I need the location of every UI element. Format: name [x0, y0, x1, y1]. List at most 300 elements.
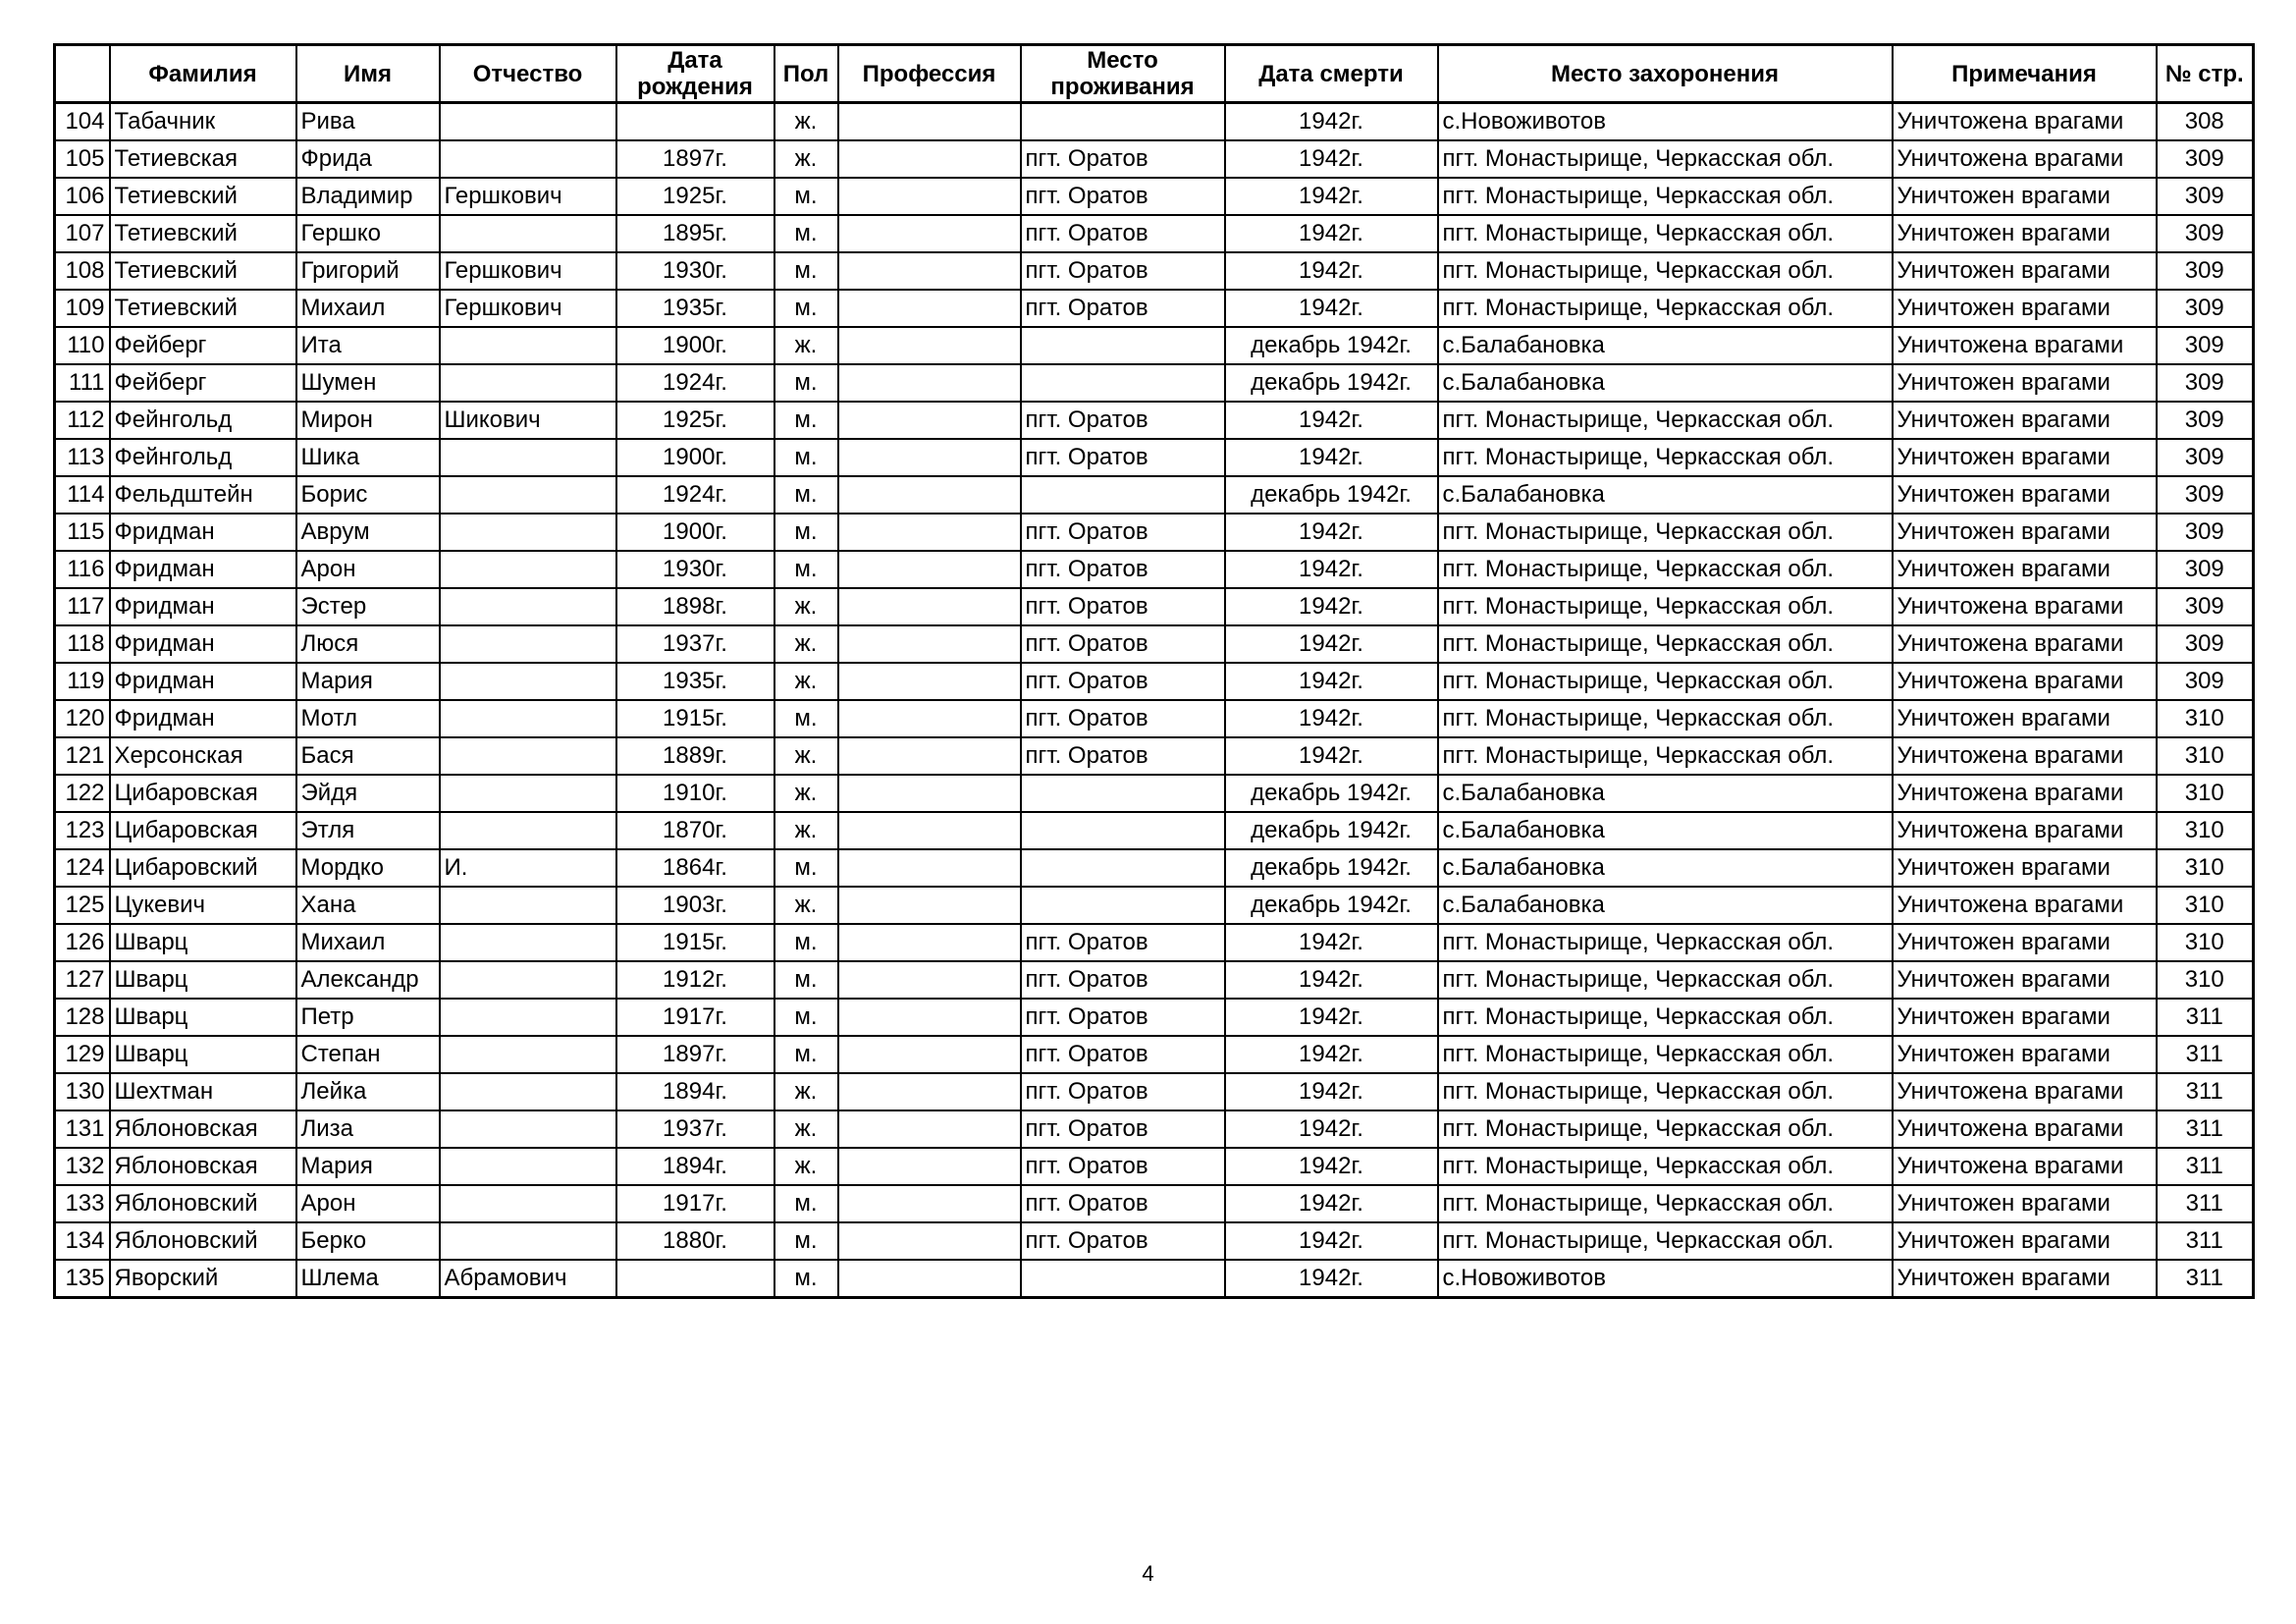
notes-cell: Уничтожена врагами	[1893, 140, 2157, 178]
name-cell: Мотл	[296, 700, 440, 737]
row-number: 122	[55, 775, 110, 812]
sex-cell: ж.	[774, 1110, 838, 1148]
death-date-cell: 1942г.	[1225, 439, 1438, 476]
residence-cell	[1021, 103, 1225, 141]
header-residence-label: Место проживания	[1050, 47, 1195, 100]
table-row	[55, 290, 2254, 327]
burial-place-cell: с.Балабановка	[1438, 812, 1893, 849]
profession-cell	[838, 588, 1021, 625]
burial-place-cell: пгт. Монастырище, Черкасская обл.	[1438, 625, 1893, 663]
residence-cell: пгт. Оратов	[1021, 178, 1225, 215]
surname-cell: Яблоновская	[110, 1110, 296, 1148]
death-date-cell: 1942г.	[1225, 178, 1438, 215]
table-row	[55, 364, 2254, 402]
page-cell: 309	[2157, 327, 2254, 364]
profession-cell	[838, 252, 1021, 290]
birth-date-cell: 1898г.	[616, 588, 774, 625]
notes-cell: Уничтожена врагами	[1893, 1110, 2157, 1148]
name-cell: Бася	[296, 737, 440, 775]
row-number: 107	[55, 215, 110, 252]
residence-cell: пгт. Оратов	[1021, 140, 1225, 178]
profession-cell	[838, 1185, 1021, 1222]
notes-cell: Уничтожена врагами	[1893, 737, 2157, 775]
birth-date-cell: 1935г.	[616, 663, 774, 700]
death-date-cell: 1942г.	[1225, 514, 1438, 551]
sex-cell: ж.	[774, 588, 838, 625]
death-date-cell: 1942г.	[1225, 1073, 1438, 1110]
surname-cell: Цукевич	[110, 887, 296, 924]
page-cell: 309	[2157, 178, 2254, 215]
row-number: 124	[55, 849, 110, 887]
residence-cell: пгт. Оратов	[1021, 439, 1225, 476]
page-cell: 311	[2157, 1260, 2254, 1298]
page-cell: 309	[2157, 551, 2254, 588]
table-row	[55, 924, 2254, 961]
notes-cell: Уничтожен врагами	[1893, 849, 2157, 887]
profession-cell	[838, 1073, 1021, 1110]
name-cell: Берко	[296, 1222, 440, 1260]
table-row	[55, 327, 2254, 364]
table-row	[55, 849, 2254, 887]
death-date-cell: 1942г.	[1225, 1222, 1438, 1260]
profession-cell	[838, 1222, 1021, 1260]
sex-cell: м.	[774, 849, 838, 887]
death-date-cell: 1942г.	[1225, 215, 1438, 252]
birth-date-cell: 1897г.	[616, 1036, 774, 1073]
sex-cell: м.	[774, 476, 838, 514]
burial-place-cell: пгт. Монастырище, Черкасская обл.	[1438, 700, 1893, 737]
notes-cell: Уничтожена врагами	[1893, 327, 2157, 364]
page-cell: 310	[2157, 700, 2254, 737]
residence-cell: пгт. Оратов	[1021, 551, 1225, 588]
name-cell: Шика	[296, 439, 440, 476]
name-cell: Ита	[296, 327, 440, 364]
residence-cell: пгт. Оратов	[1021, 1110, 1225, 1148]
residence-cell: пгт. Оратов	[1021, 402, 1225, 439]
sex-cell: м.	[774, 999, 838, 1036]
surname-cell: Цибаровская	[110, 812, 296, 849]
birth-date-cell: 1910г.	[616, 775, 774, 812]
row-number: 106	[55, 178, 110, 215]
birth-date-cell: 1864г.	[616, 849, 774, 887]
table-row	[55, 402, 2254, 439]
profession-cell	[838, 999, 1021, 1036]
sex-cell: ж.	[774, 663, 838, 700]
notes-cell: Уничтожен врагами	[1893, 1036, 2157, 1073]
name-cell: Борис	[296, 476, 440, 514]
profession-cell	[838, 215, 1021, 252]
surname-cell: Шварц	[110, 1036, 296, 1073]
patronymic-cell: Шикович	[440, 402, 616, 439]
residence-cell	[1021, 812, 1225, 849]
patronymic-cell	[440, 1148, 616, 1185]
table-row	[55, 775, 2254, 812]
birth-date-cell: 1925г.	[616, 402, 774, 439]
surname-cell: Тетиевская	[110, 140, 296, 178]
name-cell: Михаил	[296, 924, 440, 961]
sex-cell: м.	[774, 252, 838, 290]
row-number: 110	[55, 327, 110, 364]
patronymic-cell	[440, 140, 616, 178]
sex-cell: м.	[774, 178, 838, 215]
patronymic-cell	[440, 625, 616, 663]
surname-cell: Фельдштейн	[110, 476, 296, 514]
notes-cell: Уничтожен врагами	[1893, 402, 2157, 439]
header-profession: Профессия	[838, 45, 1021, 103]
surname-cell: Шварц	[110, 924, 296, 961]
surname-cell: Фридман	[110, 514, 296, 551]
death-date-cell: 1942г.	[1225, 737, 1438, 775]
profession-cell	[838, 700, 1021, 737]
sex-cell: ж.	[774, 625, 838, 663]
surname-cell: Фейнгольд	[110, 402, 296, 439]
birth-date-cell: 1900г.	[616, 439, 774, 476]
header-row	[55, 45, 2254, 103]
patronymic-cell	[440, 476, 616, 514]
sex-cell: м.	[774, 290, 838, 327]
row-number: 114	[55, 476, 110, 514]
row-number: 104	[55, 103, 110, 141]
burial-place-cell: пгт. Монастырище, Черкасская обл.	[1438, 178, 1893, 215]
table-row	[55, 737, 2254, 775]
row-number: 134	[55, 1222, 110, 1260]
birth-date-cell: 1880г.	[616, 1222, 774, 1260]
row-number: 118	[55, 625, 110, 663]
surname-cell: Цибаровский	[110, 849, 296, 887]
profession-cell	[838, 1110, 1021, 1148]
burial-place-cell: пгт. Монастырище, Черкасская обл.	[1438, 1148, 1893, 1185]
table-row	[55, 625, 2254, 663]
birth-date-cell: 1937г.	[616, 625, 774, 663]
birth-date-cell: 1903г.	[616, 887, 774, 924]
page-number: 4	[1142, 1561, 1154, 1586]
residence-cell: пгт. Оратов	[1021, 961, 1225, 999]
patronymic-cell	[440, 700, 616, 737]
birth-date-cell: 1917г.	[616, 999, 774, 1036]
burial-place-cell: с.Новоживотов	[1438, 103, 1893, 141]
page-cell: 311	[2157, 1036, 2254, 1073]
page-cell: 311	[2157, 1073, 2254, 1110]
birth-date-cell: 1924г.	[616, 364, 774, 402]
burial-place-cell: пгт. Монастырище, Черкасская обл.	[1438, 961, 1893, 999]
row-number: 115	[55, 514, 110, 551]
burial-place-cell: пгт. Монастырище, Черкасская обл.	[1438, 1185, 1893, 1222]
name-cell: Мария	[296, 663, 440, 700]
birth-date-cell: 1894г.	[616, 1073, 774, 1110]
header-sex: Пол	[774, 45, 838, 103]
birth-date-cell: 1900г.	[616, 514, 774, 551]
sex-cell: ж.	[774, 140, 838, 178]
surname-cell: Фейнгольд	[110, 439, 296, 476]
header-birth-date-label: Дата рождения	[637, 47, 753, 100]
surname-cell: Фридман	[110, 588, 296, 625]
table-body	[55, 103, 2254, 1298]
death-date-cell: декабрь 1942г.	[1225, 775, 1438, 812]
name-cell: Александр	[296, 961, 440, 999]
notes-cell: Уничтожена врагами	[1893, 1073, 2157, 1110]
row-number: 133	[55, 1185, 110, 1222]
table-row	[55, 476, 2254, 514]
notes-cell: Уничтожен врагами	[1893, 924, 2157, 961]
birth-date-cell: 1915г.	[616, 924, 774, 961]
profession-cell	[838, 924, 1021, 961]
surname-cell: Шварц	[110, 961, 296, 999]
notes-cell: Уничтожена врагами	[1893, 775, 2157, 812]
header-burial-place: Место захоронения	[1438, 45, 1893, 103]
row-number: 116	[55, 551, 110, 588]
row-number: 127	[55, 961, 110, 999]
burial-place-cell: пгт. Монастырище, Черкасская обл.	[1438, 1110, 1893, 1148]
table-row	[55, 551, 2254, 588]
surname-cell: Шехтман	[110, 1073, 296, 1110]
surname-cell: Цибаровская	[110, 775, 296, 812]
page-cell: 311	[2157, 1222, 2254, 1260]
profession-cell	[838, 625, 1021, 663]
surname-cell: Фейберг	[110, 364, 296, 402]
residence-cell	[1021, 364, 1225, 402]
death-date-cell: декабрь 1942г.	[1225, 887, 1438, 924]
residence-cell: пгт. Оратов	[1021, 290, 1225, 327]
death-date-cell: 1942г.	[1225, 588, 1438, 625]
patronymic-cell: Гершкович	[440, 290, 616, 327]
header-notes: Примечания	[1893, 45, 2157, 103]
profession-cell	[838, 140, 1021, 178]
name-cell: Григорий	[296, 252, 440, 290]
burial-place-cell: пгт. Монастырище, Черкасская обл.	[1438, 140, 1893, 178]
sex-cell: м.	[774, 514, 838, 551]
page-cell: 309	[2157, 514, 2254, 551]
records-table	[53, 43, 2255, 1299]
death-date-cell: 1942г.	[1225, 663, 1438, 700]
surname-cell: Табачник	[110, 103, 296, 141]
notes-cell: Уничтожен врагами	[1893, 1260, 2157, 1298]
death-date-cell: декабрь 1942г.	[1225, 364, 1438, 402]
table-row	[55, 887, 2254, 924]
burial-place-cell: с.Балабановка	[1438, 887, 1893, 924]
name-cell: Арон	[296, 1185, 440, 1222]
burial-place-cell: пгт. Монастырище, Черкасская обл.	[1438, 737, 1893, 775]
page-cell: 309	[2157, 290, 2254, 327]
profession-cell	[838, 178, 1021, 215]
birth-date-cell: 1930г.	[616, 252, 774, 290]
page-cell: 310	[2157, 887, 2254, 924]
row-number: 126	[55, 924, 110, 961]
page-cell: 310	[2157, 961, 2254, 999]
residence-cell: пгт. Оратов	[1021, 924, 1225, 961]
surname-cell: Фридман	[110, 700, 296, 737]
row-number: 125	[55, 887, 110, 924]
notes-cell: Уничтожена врагами	[1893, 625, 2157, 663]
page-cell: 310	[2157, 812, 2254, 849]
birth-date-cell: 1912г.	[616, 961, 774, 999]
name-cell: Мордко	[296, 849, 440, 887]
table-row	[55, 1185, 2254, 1222]
page-cell: 309	[2157, 215, 2254, 252]
sex-cell: м.	[774, 924, 838, 961]
residence-cell	[1021, 849, 1225, 887]
residence-cell: пгт. Оратов	[1021, 999, 1225, 1036]
death-date-cell: 1942г.	[1225, 290, 1438, 327]
page-cell: 309	[2157, 140, 2254, 178]
name-cell: Люся	[296, 625, 440, 663]
header-surname: Фамилия	[110, 45, 296, 103]
notes-cell: Уничтожен врагами	[1893, 514, 2157, 551]
row-number: 131	[55, 1110, 110, 1148]
residence-cell	[1021, 775, 1225, 812]
burial-place-cell: пгт. Монастырище, Черкасская обл.	[1438, 290, 1893, 327]
death-date-cell: 1942г.	[1225, 961, 1438, 999]
sex-cell: м.	[774, 439, 838, 476]
patronymic-cell	[440, 1036, 616, 1073]
patronymic-cell	[440, 514, 616, 551]
birth-date-cell: 1930г.	[616, 551, 774, 588]
header-patronymic: Отчество	[440, 45, 616, 103]
sex-cell: м.	[774, 551, 838, 588]
burial-place-cell: пгт. Монастырище, Черкасская обл.	[1438, 1036, 1893, 1073]
sex-cell: ж.	[774, 812, 838, 849]
residence-cell: пгт. Оратов	[1021, 1222, 1225, 1260]
residence-cell	[1021, 887, 1225, 924]
name-cell: Гершко	[296, 215, 440, 252]
residence-cell: пгт. Оратов	[1021, 252, 1225, 290]
name-cell: Михаил	[296, 290, 440, 327]
notes-cell: Уничтожен врагами	[1893, 364, 2157, 402]
page-cell: 309	[2157, 588, 2254, 625]
residence-cell: пгт. Оратов	[1021, 663, 1225, 700]
table-row	[55, 700, 2254, 737]
name-cell: Шлема	[296, 1260, 440, 1298]
birth-date-cell: 1935г.	[616, 290, 774, 327]
birth-date-cell: 1915г.	[616, 700, 774, 737]
notes-cell: Уничтожен врагами	[1893, 476, 2157, 514]
burial-place-cell: пгт. Монастырище, Черкасская обл.	[1438, 551, 1893, 588]
page-cell: 309	[2157, 439, 2254, 476]
page-cell: 309	[2157, 663, 2254, 700]
death-date-cell: 1942г.	[1225, 700, 1438, 737]
sex-cell: ж.	[774, 103, 838, 141]
table-row	[55, 178, 2254, 215]
table-row	[55, 1148, 2254, 1185]
burial-place-cell: с.Балабановка	[1438, 327, 1893, 364]
birth-date-cell: 1894г.	[616, 1148, 774, 1185]
death-date-cell: декабрь 1942г.	[1225, 327, 1438, 364]
death-date-cell: 1942г.	[1225, 402, 1438, 439]
birth-date-cell: 1897г.	[616, 140, 774, 178]
surname-cell: Фейберг	[110, 327, 296, 364]
birth-date-cell: 1895г.	[616, 215, 774, 252]
profession-cell	[838, 775, 1021, 812]
burial-place-cell: пгт. Монастырище, Черкасская обл.	[1438, 588, 1893, 625]
table-row	[55, 1073, 2254, 1110]
death-date-cell: 1942г.	[1225, 999, 1438, 1036]
residence-cell	[1021, 327, 1225, 364]
patronymic-cell	[440, 887, 616, 924]
page-cell: 310	[2157, 849, 2254, 887]
notes-cell: Уничтожен врагами	[1893, 961, 2157, 999]
profession-cell	[838, 476, 1021, 514]
patronymic-cell	[440, 1110, 616, 1148]
profession-cell	[838, 290, 1021, 327]
death-date-cell: 1942г.	[1225, 625, 1438, 663]
notes-cell: Уничтожен врагами	[1893, 439, 2157, 476]
name-cell: Аврум	[296, 514, 440, 551]
burial-place-cell: с.Новоживотов	[1438, 1260, 1893, 1298]
surname-cell: Шварц	[110, 999, 296, 1036]
death-date-cell: декабрь 1942г.	[1225, 812, 1438, 849]
sex-cell: м.	[774, 1185, 838, 1222]
table-row	[55, 1036, 2254, 1073]
notes-cell: Уничтожена врагами	[1893, 812, 2157, 849]
patronymic-cell	[440, 737, 616, 775]
header-name: Имя	[296, 45, 440, 103]
birth-date-cell: 1937г.	[616, 1110, 774, 1148]
name-cell: Лейка	[296, 1073, 440, 1110]
notes-cell: Уничтожен врагами	[1893, 178, 2157, 215]
death-date-cell: 1942г.	[1225, 252, 1438, 290]
page-cell: 308	[2157, 103, 2254, 141]
patronymic-cell	[440, 961, 616, 999]
burial-place-cell: с.Балабановка	[1438, 476, 1893, 514]
header-death-date: Дата смерти	[1225, 45, 1438, 103]
patronymic-cell	[440, 551, 616, 588]
surname-cell: Яблоновская	[110, 1148, 296, 1185]
residence-cell: пгт. Оратов	[1021, 1073, 1225, 1110]
birth-date-cell: 1900г.	[616, 327, 774, 364]
notes-cell: Уничтожен врагами	[1893, 700, 2157, 737]
name-cell: Шумен	[296, 364, 440, 402]
patronymic-cell	[440, 812, 616, 849]
notes-cell: Уничтожен врагами	[1893, 551, 2157, 588]
row-number: 120	[55, 700, 110, 737]
death-date-cell: 1942г.	[1225, 1110, 1438, 1148]
row-number: 117	[55, 588, 110, 625]
notes-cell: Уничтожен врагами	[1893, 1222, 2157, 1260]
burial-place-cell: пгт. Монастырище, Черкасская обл.	[1438, 1222, 1893, 1260]
page-cell: 310	[2157, 737, 2254, 775]
patronymic-cell	[440, 439, 616, 476]
table-row	[55, 140, 2254, 178]
profession-cell	[838, 1260, 1021, 1298]
death-date-cell: 1942г.	[1225, 924, 1438, 961]
page-cell: 310	[2157, 924, 2254, 961]
surname-cell: Яворский	[110, 1260, 296, 1298]
patronymic-cell: Гершкович	[440, 252, 616, 290]
sex-cell: м.	[774, 1260, 838, 1298]
death-date-cell: 1942г.	[1225, 1148, 1438, 1185]
birth-date-cell: 1889г.	[616, 737, 774, 775]
profession-cell	[838, 551, 1021, 588]
profession-cell	[838, 737, 1021, 775]
row-number: 105	[55, 140, 110, 178]
patronymic-cell	[440, 1185, 616, 1222]
patronymic-cell	[440, 924, 616, 961]
residence-cell: пгт. Оратов	[1021, 700, 1225, 737]
birth-date-cell: 1925г.	[616, 178, 774, 215]
notes-cell: Уничтожен врагами	[1893, 1185, 2157, 1222]
table-row	[55, 252, 2254, 290]
name-cell: Владимир	[296, 178, 440, 215]
profession-cell	[838, 402, 1021, 439]
table-row	[55, 588, 2254, 625]
name-cell: Этля	[296, 812, 440, 849]
table-row	[55, 103, 2254, 141]
residence-cell: пгт. Оратов	[1021, 514, 1225, 551]
table-row	[55, 215, 2254, 252]
page-cell: 309	[2157, 402, 2254, 439]
sex-cell: м.	[774, 402, 838, 439]
patronymic-cell	[440, 103, 616, 141]
table-row	[55, 812, 2254, 849]
